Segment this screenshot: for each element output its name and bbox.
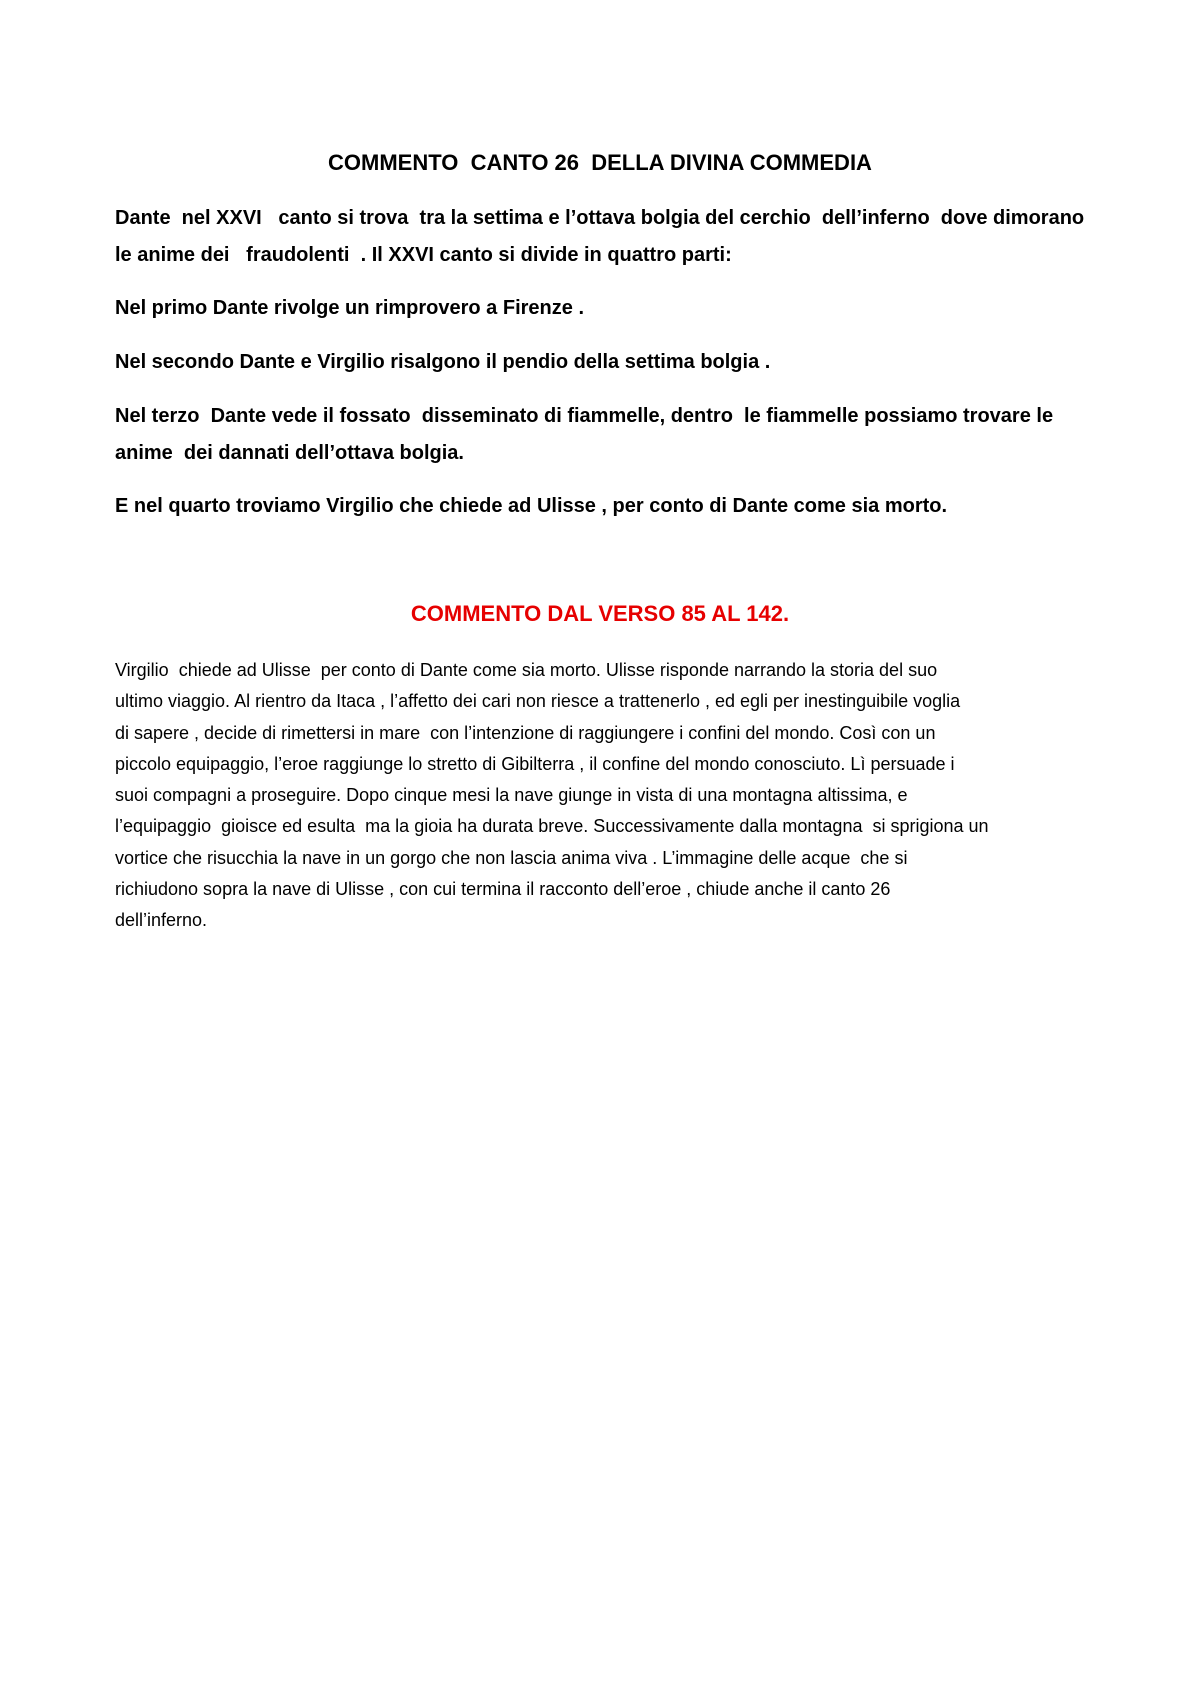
body-line: Virgilio chiede ad Ulisse per conto di Dante come sia morto. Ulisse risponde narrando la storia del suo xyxy=(115,660,938,680)
body-line: dell’inferno. xyxy=(115,910,208,931)
part-one-paragraph: Nel primo Dante rivolge un rimprovero a Firenze . xyxy=(115,297,584,319)
body-line: di sapere , decide di rimettersi in mare con l’intenzione di raggiungere i confini del mondo. Così con un xyxy=(115,722,936,743)
body-line: richiudono sopra la nave di Ulisse , con cui termina il racconto dell’eroe , chiude anche il canto 26 xyxy=(115,879,891,900)
part-four-paragraph: E nel quarto troviamo Virgilio che chiede ad Ulisse , per conto di Dante come sia morto. xyxy=(115,495,948,517)
body-line: l’equipaggio gioisce ed esulta ma la gioia ha durata breve. Successivamente dalla montagna si sprigiona un xyxy=(115,816,989,837)
part-three-paragraph: Nel terzo Dante vede il fossato disseminato di fiammelle, dentro le fiammelle possiamo trovare le anime dei dannati dell’ottava bolgia. xyxy=(115,405,1059,464)
part-two-paragraph: Nel secondo Dante e Virgilio risalgono il pendio della settima bolgia . xyxy=(115,351,771,373)
body-line: vortice che risucchia la nave in un gorgo che non lascia anima viva . L’immagine delle acque che si xyxy=(115,847,908,868)
commentary-body xyxy=(115,655,1105,937)
body-line: suoi compagni a proseguire. Dopo cinque mesi la nave giunge in vista di una montagna altissima, e xyxy=(115,785,908,806)
body-line: ultimo viaggio. Al rientro da Itaca , l’affetto dei cari non riesce a trattenerlo , ed egli per inestinguibile voglia xyxy=(115,691,961,712)
section-heading: COMMENTO DAL VERSO 85 AL 142. xyxy=(410,601,790,626)
document-title: COMMENTO CANTO 26 DELLA DIVINA COMMEDIA xyxy=(328,150,872,175)
intro-paragraph: Dante nel XXVI canto si trova tra la settima e l’ottava bolgia del cerchio dell’inferno dove dimorano le anime dei fraudolenti . Il XXVI canto si divide in quattro parti: xyxy=(115,207,1090,266)
body-line: piccolo equipaggio, l’eroe raggiunge lo stretto di Gibilterra , il confine del mondo conosciuto. Lì persuade i xyxy=(115,753,955,774)
